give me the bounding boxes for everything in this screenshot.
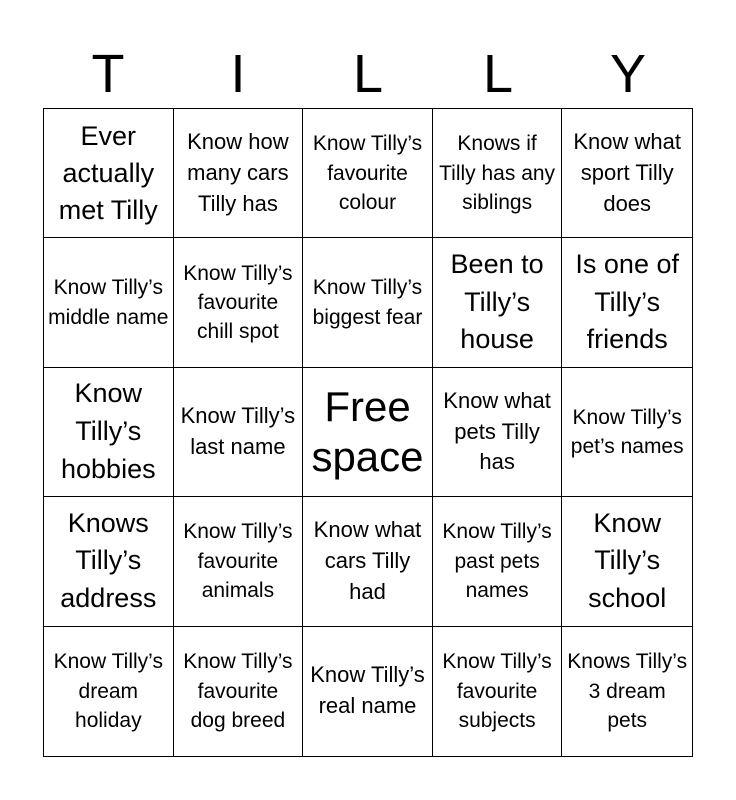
bingo-cell-text: Know Tilly’s favourite colour	[312, 132, 423, 214]
bingo-cell[interactable]	[433, 627, 563, 756]
bingo-cell[interactable]	[174, 368, 304, 497]
bingo-cell-text: Know Tilly’s school	[588, 507, 667, 614]
bingo-cell-text: Know Tilly’s last name	[180, 403, 296, 459]
free-space-cell[interactable]	[303, 368, 433, 497]
bingo-cell-text: Know Tilly’s favourite subjects	[442, 650, 552, 732]
bingo-cell[interactable]	[562, 238, 692, 367]
bingo-cell-text: Know Tilly’s dream holiday	[53, 650, 163, 732]
bingo-cell-text: Been to Tilly’s house	[450, 248, 544, 355]
bingo-cell-text: Know Tilly’s middle name	[48, 276, 169, 329]
bingo-cell-text: Is one of Tilly’s friends	[575, 248, 679, 355]
bingo-cell-text: Know how many cars Tilly has	[187, 129, 289, 216]
bingo-cell[interactable]	[174, 627, 304, 756]
bingo-cell-text: Know Tilly’s favourite dog breed	[183, 650, 293, 732]
bingo-cell-text: Know Tilly’s favourite animals	[183, 520, 293, 603]
bingo-cell[interactable]	[174, 109, 304, 238]
bingo-cell[interactable]	[433, 238, 563, 367]
bingo-cell[interactable]	[44, 368, 174, 497]
bingo-cell[interactable]	[174, 238, 304, 367]
bingo-cell-text: Know Tilly’s past pets names	[442, 520, 552, 603]
bingo-cell[interactable]	[562, 497, 692, 626]
free-space-text: Free space	[311, 382, 424, 480]
bingo-cell[interactable]	[44, 497, 174, 626]
bingo-cell[interactable]	[303, 238, 433, 367]
bingo-cell-text: Knows Tilly’s 3 dream pets	[567, 650, 688, 732]
bingo-cell[interactable]	[562, 627, 692, 756]
bingo-cell-text: Know Tilly’s hobbies	[61, 378, 156, 484]
bingo-cell-text: Know Tilly’s pet’s names	[570, 405, 684, 458]
bingo-cell[interactable]	[303, 497, 433, 626]
bingo-cell-text: Know Tilly’s real name	[310, 662, 425, 719]
bingo-cell[interactable]	[303, 627, 433, 756]
header-letter-t: T	[91, 44, 125, 104]
bingo-board	[43, 108, 693, 757]
bingo-cell[interactable]	[44, 238, 174, 367]
header-letter-l-2: L	[482, 44, 514, 104]
bingo-cell[interactable]	[562, 368, 692, 497]
bingo-cell[interactable]	[433, 368, 563, 497]
header-letter-y: Y	[609, 44, 647, 104]
bingo-cell[interactable]	[44, 109, 174, 238]
bingo-cell-text: Knows if Tilly has any siblings	[439, 132, 556, 214]
bingo-cell-text: Know what sport Tilly does	[573, 129, 681, 216]
bingo-header	[43, 44, 693, 104]
bingo-cell[interactable]	[562, 109, 692, 238]
header-letter-i: I	[230, 44, 246, 104]
bingo-cell[interactable]	[44, 627, 174, 756]
bingo-cell-text: Knows Tilly’s address	[60, 507, 157, 614]
header-letter-l-1: L	[352, 44, 384, 104]
bingo-cell[interactable]	[303, 109, 433, 238]
bingo-cell-text: Know what pets Tilly has	[443, 387, 551, 475]
bingo-cell[interactable]	[433, 497, 563, 626]
bingo-cell-text: Know Tilly’s favourite chill spot	[183, 261, 293, 344]
bingo-cell-text: Know what cars Tilly had	[313, 517, 422, 604]
bingo-cell[interactable]	[174, 497, 304, 626]
bingo-cell-text: Know Tilly’s biggest fear	[312, 276, 423, 329]
bingo-cell[interactable]	[433, 109, 563, 238]
bingo-cell-text: Ever actually met Tilly	[58, 120, 158, 225]
